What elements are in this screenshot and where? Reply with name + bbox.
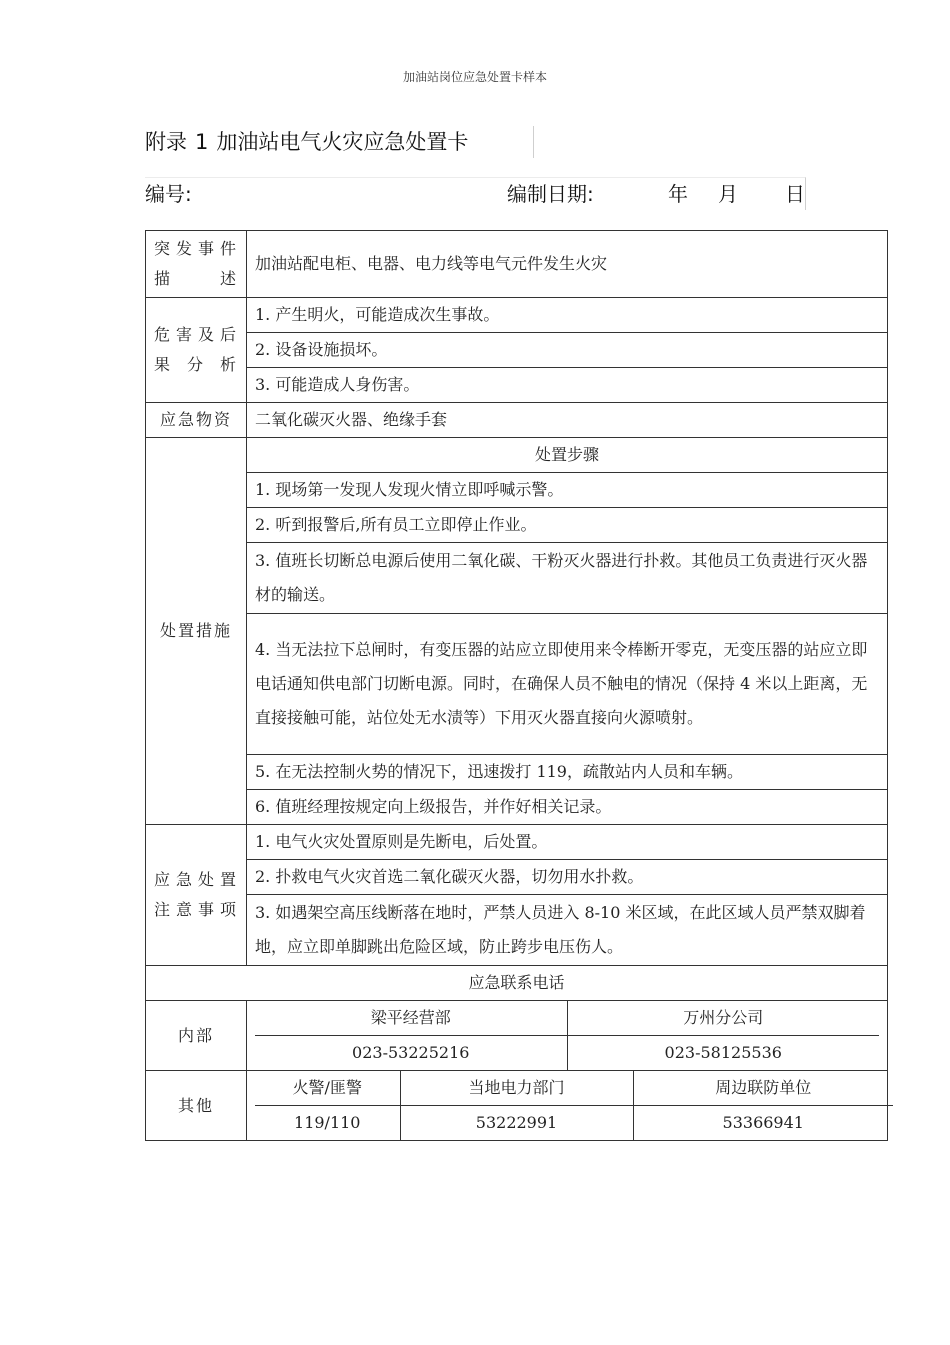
- step-item: 4. 当无法拉下总闸时，有变压器的站应立即使用来令棒断开零克，无变压器的站应立即电话通知供电部门切断电源。同时，在确保人员不触电的情况（保持 4 米以上距离，无直接接触可能，站位处无水渍等）下用灭火器直接向火源喷射。: [247, 614, 888, 755]
- year-label: 年: [668, 182, 688, 206]
- internal-contacts-table: [255, 1001, 879, 1070]
- contacts-header: 应急联系电话: [146, 966, 888, 1001]
- other-contacts-table: [255, 1071, 893, 1140]
- internal-phone: 023-58125536: [567, 1036, 879, 1071]
- hazard-item: 2. 设备设施损坏。: [247, 333, 888, 368]
- emergency-card-table: [145, 230, 888, 1141]
- event-text: 加油站配电柜、电器、电力线等电气元件发生火灾: [247, 231, 888, 298]
- month-label: 月: [718, 182, 738, 206]
- step-item: 3. 值班长切断总电源后使用二氧化碳、干粉灭火器进行扑救。其他员工负责进行灭火器材的输送。: [247, 543, 888, 614]
- hazard-row: [146, 298, 888, 333]
- internal-name: 梁平经营部: [255, 1001, 567, 1036]
- step-item: 5. 在无法控制火势的情况下，迅速拨打 119，疏散站内人员和车辆。: [247, 755, 888, 790]
- hazard-label: 危害及后果分析: [146, 298, 247, 403]
- internal-label: 内部: [146, 1001, 247, 1071]
- note-item: 1. 电气火灾处置原则是先断电，后处置。: [247, 825, 888, 860]
- supplies-text: 二氧化碳灭火器、绝缘手套: [247, 403, 888, 438]
- event-label: 突发事件描述: [146, 231, 247, 298]
- other-phone: 53366941: [633, 1106, 893, 1141]
- date-label: 编制日期:: [507, 182, 594, 206]
- other-name: 当地电力部门: [400, 1071, 633, 1106]
- hazard-item: 1. 产生明火，可能造成次生事故。: [247, 298, 888, 333]
- note-item: 3. 如遇架空高压线断落在地时，严禁人员进入 8-10 米区域，在此区域人员严禁双脚着地，应立即单脚跳出危险区域，防止跨步电压伤人。: [247, 895, 888, 966]
- title-text: 加油站电气火灾应急处置卡: [216, 130, 469, 154]
- internal-contacts-row: [146, 1001, 888, 1071]
- event-row: [146, 231, 888, 298]
- day-label: 日: [785, 182, 805, 206]
- other-name: 周边联防单位: [633, 1071, 893, 1106]
- supplies-row: [146, 403, 888, 438]
- other-label: 其他: [146, 1071, 247, 1141]
- title-prefix: 附录: [145, 130, 187, 154]
- title-number: 1: [195, 130, 209, 154]
- other-phone: 53222991: [400, 1106, 633, 1141]
- code-label: 编号:: [145, 182, 192, 206]
- step-item: 6. 值班经理按规定向上级报告，并作好相关记录。: [247, 790, 888, 825]
- notes-row: [146, 825, 888, 860]
- document-title: [145, 126, 534, 158]
- other-name: 火警/匪警: [255, 1071, 400, 1106]
- measures-label: 处置措施: [146, 438, 247, 825]
- steps-header: 处置步骤: [247, 438, 888, 473]
- step-item: 2. 听到报警后,所有员工立即停止作业。: [247, 508, 888, 543]
- supplies-label: 应急物资: [146, 403, 247, 438]
- measures-row: [146, 438, 888, 473]
- step-item: 1. 现场第一发现人发现火情立即呼喊示警。: [247, 473, 888, 508]
- hazard-item: 3. 可能造成人身伤害。: [247, 368, 888, 403]
- other-phone: 119/110: [255, 1106, 400, 1141]
- note-item: 2. 扑救电气火灾首选二氧化碳灭火器，切勿用水扑救。: [247, 860, 888, 895]
- notes-label: 应急处置注意事项: [146, 825, 247, 966]
- contacts-header-row: [146, 966, 888, 1001]
- meta-row: [145, 177, 806, 210]
- internal-name: 万州分公司: [567, 1001, 879, 1036]
- internal-phone: 023-53225216: [255, 1036, 567, 1071]
- running-header: 加油站岗位应急处置卡样本: [402, 70, 547, 84]
- other-contacts-row: [146, 1071, 888, 1141]
